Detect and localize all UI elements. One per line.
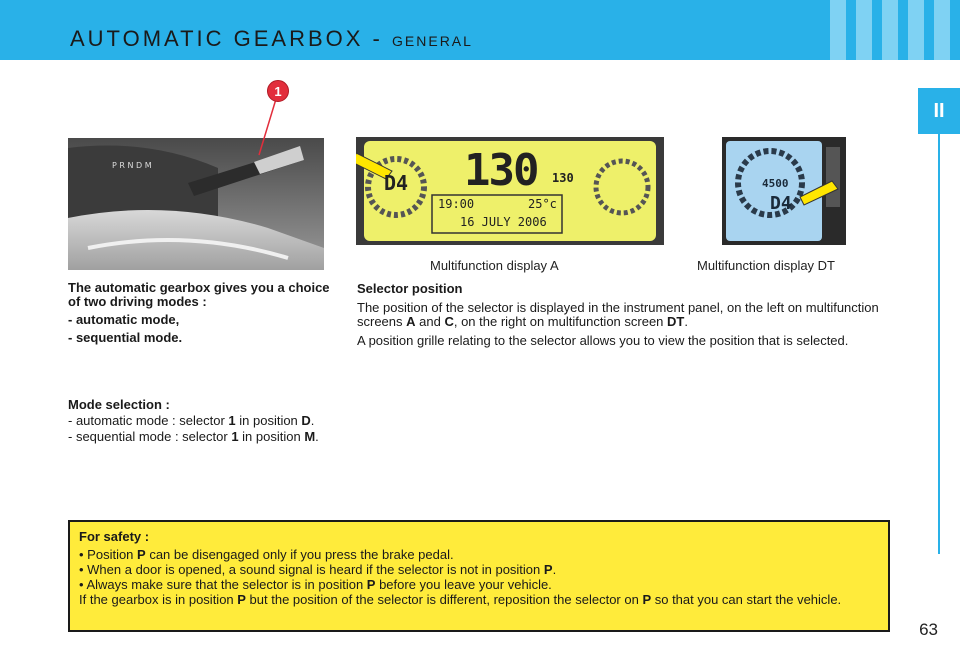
- selector-paragraph-2: A position grille relating to the selector allows you to view the position that is selected.: [357, 333, 849, 348]
- text-run-bold: P: [237, 592, 246, 607]
- text-run: • Position: [79, 547, 138, 562]
- safety-bullet-1: [79, 547, 879, 562]
- page-title: [70, 26, 473, 52]
- selector-section: [357, 282, 893, 348]
- mode-sequential: [68, 429, 568, 445]
- display-a-cruise: 130: [552, 171, 574, 185]
- text-run-bold: P: [137, 547, 146, 562]
- intro-text: The automatic gearbox gives you a choice of two driving modes :: [68, 280, 330, 309]
- text-run: .: [315, 429, 319, 444]
- text-run-bold: C: [444, 314, 454, 329]
- text-run-bold: M: [304, 429, 316, 444]
- text-run: .: [552, 562, 557, 577]
- text-run-bold: A: [406, 314, 416, 329]
- display-dt-illustration: [722, 137, 846, 245]
- text-run-bold: DT: [667, 314, 685, 329]
- text-run: - sequential mode : selector: [68, 429, 232, 444]
- display-dt-gear: D4: [770, 193, 792, 214]
- title-sub: GENERAL: [392, 33, 473, 49]
- text-run: can be disengaged only if you press the brake pedal.: [145, 547, 454, 562]
- caption-display-dt: Multifunction display DT: [697, 258, 835, 273]
- text-run-bold: 1: [231, 429, 239, 444]
- display-a-time: 19:00: [438, 197, 475, 211]
- text-run: in position: [238, 429, 305, 444]
- gear-selector-photo: [68, 138, 324, 270]
- chapter-tab: II: [918, 88, 960, 134]
- safety-heading: For safety :: [79, 529, 150, 544]
- text-run-bold: 1: [228, 413, 236, 428]
- display-a-date: 16 JULY 2006: [460, 215, 547, 229]
- intro-section: [68, 281, 330, 345]
- gear-selector-illustration: [68, 138, 324, 270]
- text-run: and: [415, 314, 445, 329]
- display-a-gear: D4: [384, 171, 409, 195]
- stripe: [830, 0, 846, 60]
- mode-section: [68, 397, 568, 445]
- text-run: before you leave your vehicle.: [375, 577, 552, 592]
- text-run: If the gearbox is in position: [79, 592, 238, 607]
- text-run: , on the right on multifunction screen: [453, 314, 668, 329]
- callout-badge: 1: [267, 80, 289, 102]
- page-header: [0, 0, 960, 60]
- svg-text:P R N D M: P R N D M: [112, 161, 152, 170]
- text-run: but the position of the selector is different, reposition the selector on: [245, 592, 643, 607]
- text-run: The position of the selector is displayed in the instrument panel, on the left on multifunction screens: [357, 300, 879, 329]
- text-run: .: [684, 314, 688, 329]
- display-a-speed: 130: [464, 145, 538, 196]
- multifunction-display-a: [356, 137, 664, 245]
- text-run: in position: [235, 413, 302, 428]
- text-run-bold: P: [642, 592, 652, 607]
- intro-item-sequential: - sequential mode.: [68, 330, 183, 345]
- text-run-bold: P: [366, 577, 376, 592]
- text-run: so that you can start the vehicle.: [651, 592, 842, 607]
- safety-box: [68, 520, 890, 632]
- display-dt-rpm: 4500: [762, 177, 789, 190]
- title-main: AUTOMATIC GEARBOX -: [70, 26, 383, 51]
- multifunction-display-dt: [722, 137, 846, 245]
- text-run: • When a door is opened, a sound signal is heard if the selector is not in position: [79, 562, 544, 577]
- stripe: [934, 0, 950, 60]
- stripe: [882, 0, 898, 60]
- mode-automatic: [68, 413, 568, 429]
- text-run-bold: D: [301, 413, 311, 428]
- stripe: [908, 0, 924, 60]
- page-number: 63: [919, 620, 938, 639]
- chapter-line: [938, 134, 940, 554]
- mode-heading: Mode selection :: [68, 397, 170, 412]
- selector-paragraph-1: [357, 301, 893, 329]
- text-run-bold: P: [543, 562, 553, 577]
- selector-heading: Selector position: [357, 281, 463, 296]
- text-run: .: [310, 413, 315, 428]
- safety-note: [79, 592, 879, 607]
- stripe: [856, 0, 872, 60]
- header-stripes: [830, 0, 950, 60]
- safety-bullet-3: [79, 577, 879, 592]
- intro-item-automatic: - automatic mode,: [68, 312, 180, 327]
- safety-bullet-2: [79, 562, 879, 577]
- text-run: - automatic mode : selector: [68, 413, 229, 428]
- caption-display-a: Multifunction display A: [430, 258, 559, 273]
- display-a-temperature: 25°c: [528, 197, 557, 211]
- text-run: • Always make sure that the selector is in position: [79, 577, 367, 592]
